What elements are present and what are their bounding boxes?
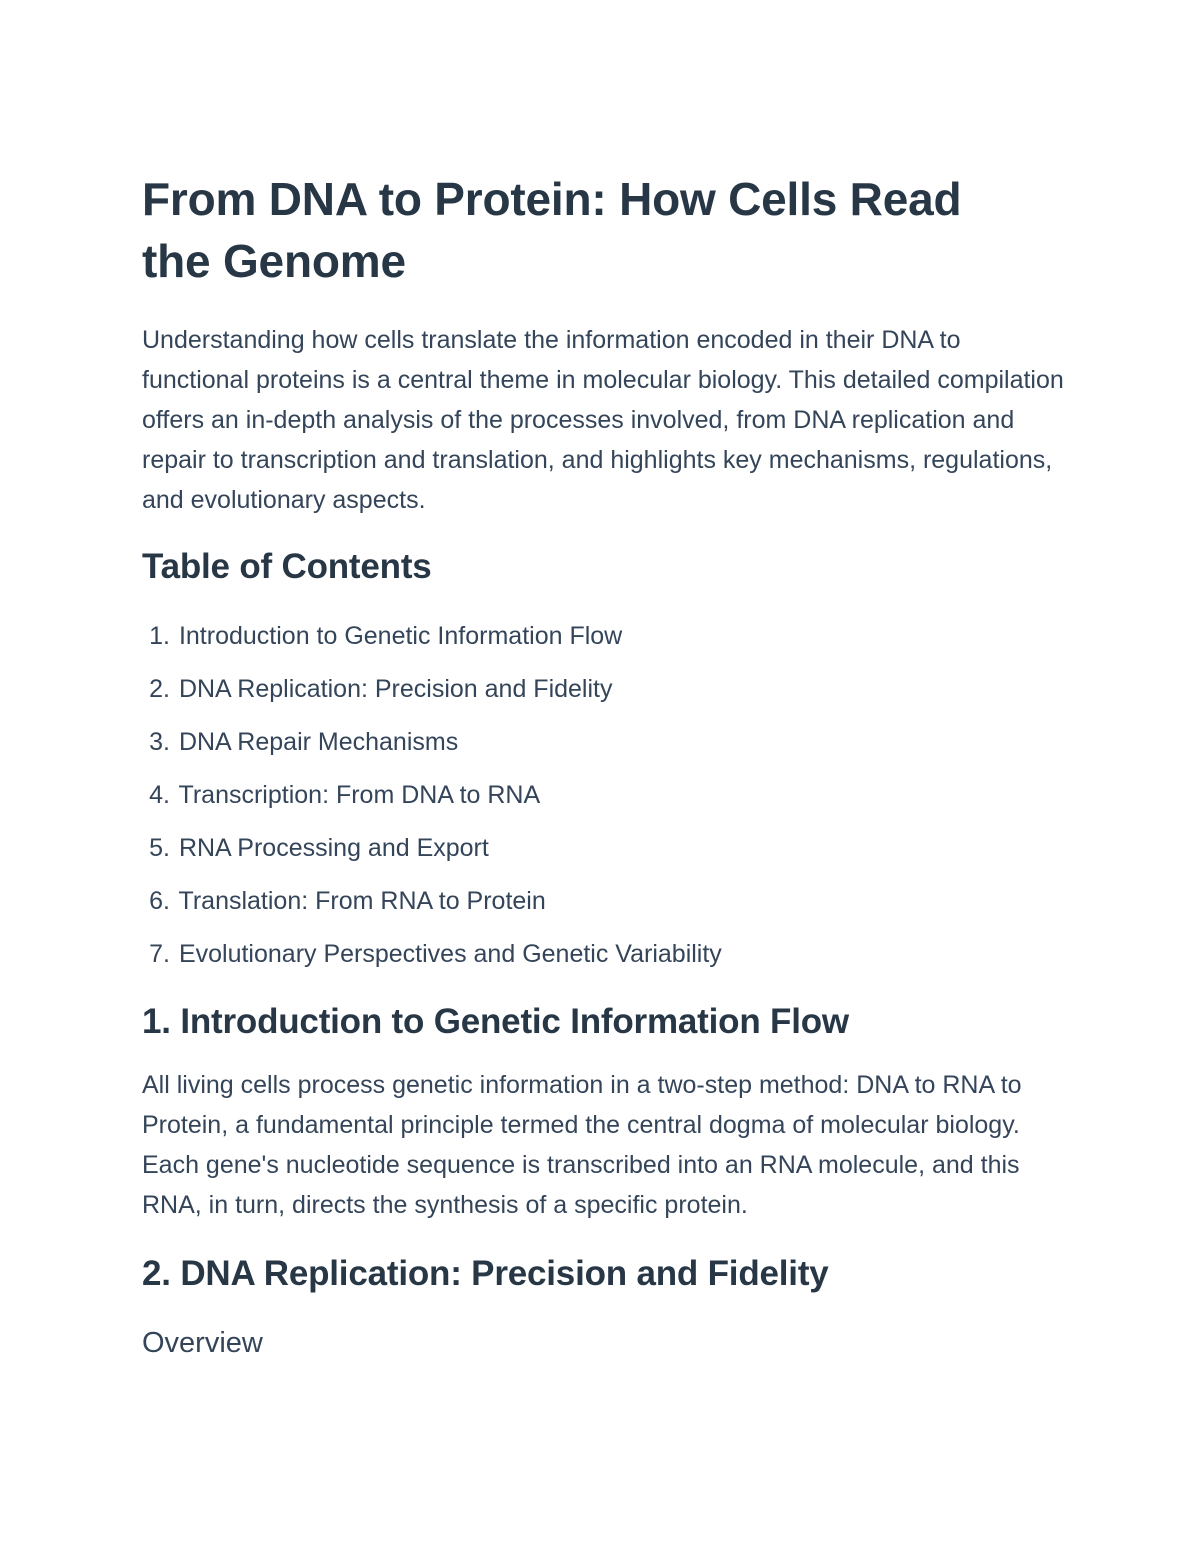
table-of-contents — [142, 610, 1060, 981]
toc-item-number: 3. — [149, 728, 170, 756]
document-title: From DNA to Protein: How Cells Read the Genome — [142, 173, 962, 287]
toc-item-transcription[interactable] — [142, 769, 1060, 822]
toc-item-number: 2. — [149, 675, 170, 703]
subheading-overview: Overview — [142, 1327, 263, 1359]
section-body-introduction: All living cells process genetic information in a two-step method: DNA to RNA to Protein, a fundamental principle termed the central dogma of molecular biology. Each gene's nucleotide sequence is transcribed into an RNA molecule, and this RNA, in turn, directs the synthesis of a specific protein. — [142, 1071, 1022, 1219]
toc-item-label: Evolutionary Perspectives and Genetic Variability — [178, 940, 722, 968]
toc-item-number: 6. — [149, 887, 170, 915]
toc-item-number: 1. — [149, 622, 170, 650]
toc-item-label: Translation: From RNA to Protein — [178, 887, 546, 915]
toc-item-label: Transcription: From DNA to RNA — [178, 781, 541, 809]
toc-item-evolutionary-perspectives[interactable] — [142, 928, 1060, 981]
section-heading-dna-replication: 2. DNA Replication: Precision and Fidelity — [142, 1254, 829, 1293]
toc-item-dna-replication[interactable] — [142, 663, 1060, 716]
toc-item-translation[interactable] — [142, 875, 1060, 928]
toc-item-label: RNA Processing and Export — [178, 834, 489, 862]
toc-item-number: 7. — [149, 940, 170, 968]
toc-item-label: DNA Replication: Precision and Fidelity — [178, 675, 613, 703]
toc-item-label: DNA Repair Mechanisms — [178, 728, 459, 756]
toc-item-dna-repair[interactable] — [142, 716, 1060, 769]
toc-item-number: 5. — [149, 834, 170, 862]
intro-paragraph: Understanding how cells translate the information encoded in their DNA to functional proteins is a central theme in molecular biology. This detailed compilation offers an in-depth analysis of the processes involved, from DNA replication and repair to transcription and translation, and highlights key mechanisms, regulations, and evolutionary aspects. — [142, 326, 1064, 514]
section-heading-introduction: 1. Introduction to Genetic Information Flow — [142, 1002, 849, 1041]
toc-item-label: Introduction to Genetic Information Flow — [178, 622, 623, 650]
toc-item-introduction[interactable] — [142, 610, 1060, 663]
toc-item-number: 4. — [149, 781, 170, 809]
toc-item-rna-processing[interactable] — [142, 822, 1060, 875]
toc-heading: Table of Contents — [142, 547, 432, 586]
